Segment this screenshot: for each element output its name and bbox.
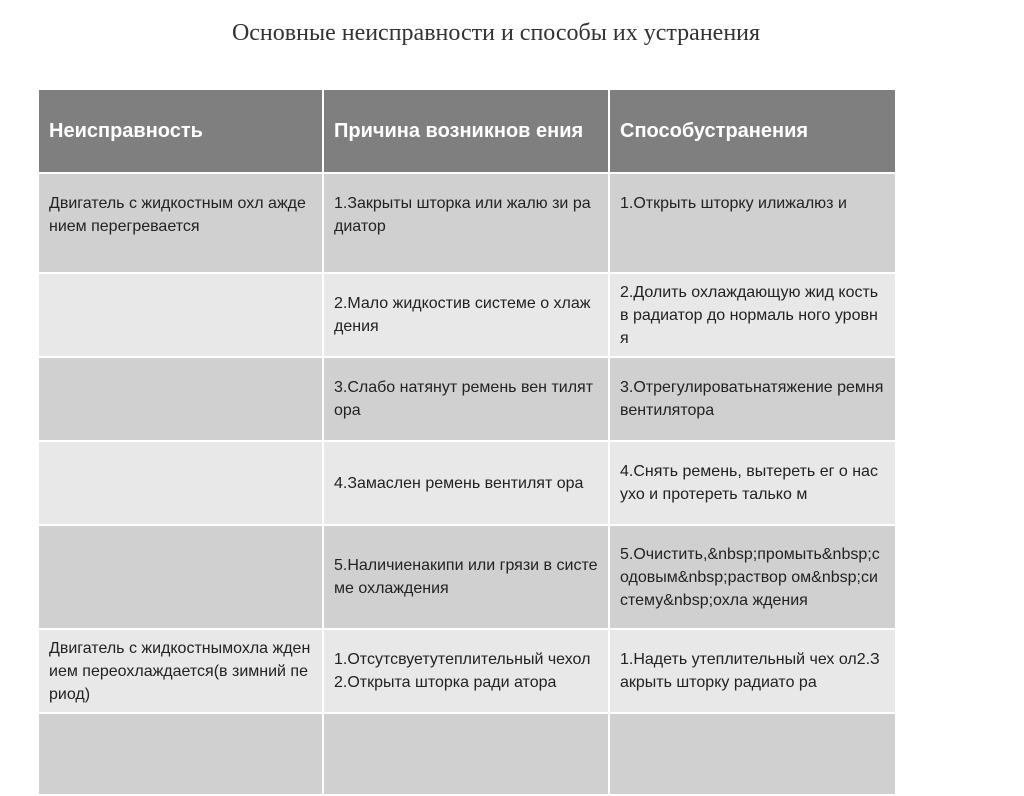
table-row (39, 629, 895, 713)
cell-remedy (609, 713, 895, 795)
cell-fault: Двигатель с жидкостным охл аждением перегревается (39, 173, 323, 273)
cell-fault (39, 357, 323, 441)
cell-cause: 4.Замаслен ремень вентилят ора (323, 441, 609, 525)
cell-remedy: 5.Очистить,&nbsp;промыть&nbsp;содовым&nbsp;раствор ом&nbsp;систему&nbsp;охла ждения (609, 525, 895, 629)
cell-cause: 1.Отсутсвуетутеплительный чехол2.Открыта шторка ради атора (323, 629, 609, 713)
cell-remedy: 2.Долить охлаждающую жид кость в радиатор до нормаль ного уровня (609, 273, 895, 357)
table-header-row (39, 90, 895, 173)
page-title: Основные неисправности и способы их устранения (231, 20, 761, 46)
cell-cause: 5.Наличиенакипи или грязи в системе охлаждения (323, 525, 609, 629)
table-row (39, 713, 895, 795)
table-row (39, 173, 895, 273)
header-remedy: Способустранения (609, 90, 895, 173)
cell-remedy: 1.Открыть шторку илижалюз и (609, 173, 895, 273)
cell-remedy: 1.Надеть утеплительный чех ол2.Закрыть шторку радиато ра (609, 629, 895, 713)
table-row (39, 525, 895, 629)
cell-fault (39, 441, 323, 525)
cell-fault (39, 273, 323, 357)
cell-cause: 2.Мало жидкостив системе о хлаждения (323, 273, 609, 357)
cell-cause (323, 713, 609, 795)
header-cause: Причина возникнов ения (323, 90, 609, 173)
cell-fault (39, 713, 323, 795)
cell-cause: 1.Закрыты шторка или жалю зи радиатор (323, 173, 609, 273)
cell-fault (39, 525, 323, 629)
cell-remedy: 4.Снять ремень, вытереть ег о насухо и протереть талько м (609, 441, 895, 525)
faults-table (39, 90, 895, 796)
cell-cause: 3.Слабо натянут ремень вен тилятора (323, 357, 609, 441)
cell-remedy: 3.Отрегулироватьнатяжение ремня вентилятора (609, 357, 895, 441)
table-row (39, 441, 895, 525)
header-fault: Неисправность (39, 90, 323, 173)
table-row (39, 273, 895, 357)
cell-fault: Двигатель с жидкостнымохла ждением переохлаждается(в зимний период) (39, 629, 323, 713)
table-row (39, 357, 895, 441)
